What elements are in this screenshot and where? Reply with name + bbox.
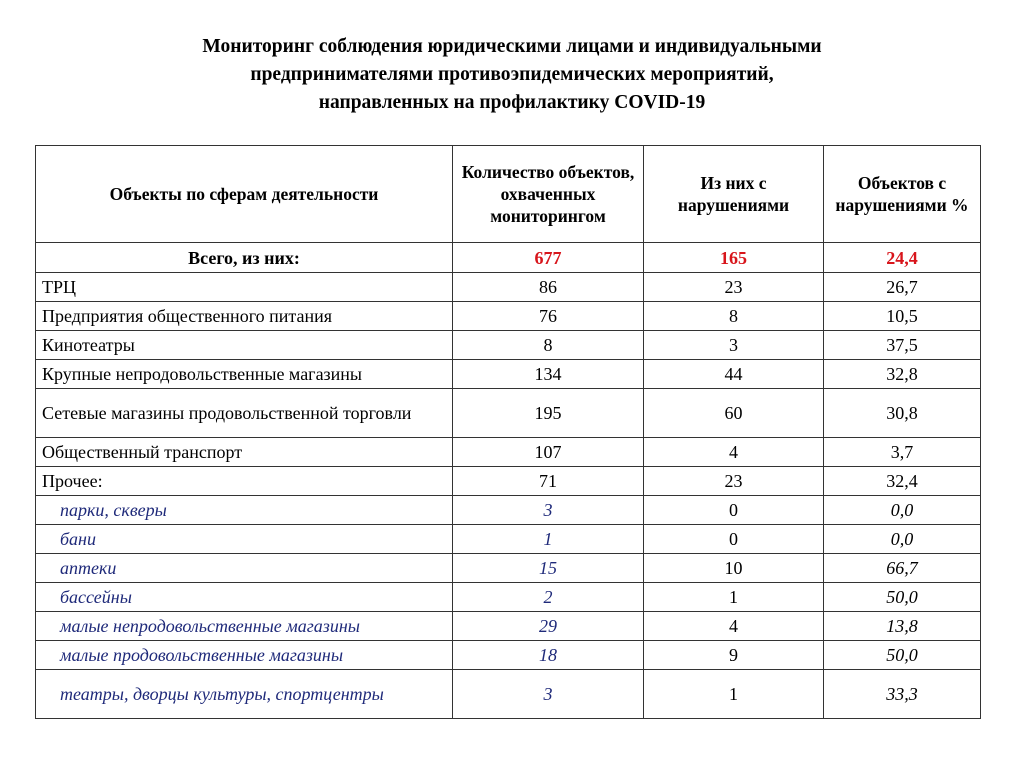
row-violations: 44	[644, 360, 824, 389]
row-violations: 60	[644, 389, 824, 438]
title-line-3: направленных на профилактику COVID-19	[318, 92, 706, 113]
table-row	[36, 467, 981, 496]
subrow-label: бассейны	[36, 583, 453, 612]
table-subrow	[36, 496, 981, 525]
subrow-violations: 0	[644, 525, 824, 554]
table-subrow	[36, 641, 981, 670]
row-label: Крупные непродовольственные магазины	[36, 360, 453, 389]
row-percent: 10,5	[824, 302, 981, 331]
row-percent: 32,4	[824, 467, 981, 496]
table-row	[36, 360, 981, 389]
row-percent: 32,8	[824, 360, 981, 389]
row-percent: 30,8	[824, 389, 981, 438]
row-label: Сетевые магазины продовольственной торговли	[36, 389, 453, 438]
header-sphere: Объекты по сферам деятельности	[36, 146, 453, 243]
total-label: Всего, из них:	[36, 243, 453, 273]
row-percent: 3,7	[824, 438, 981, 467]
subrow-percent: 50,0	[824, 641, 981, 670]
row-violations: 3	[644, 331, 824, 360]
subrow-count: 3	[453, 496, 644, 525]
table-row	[36, 302, 981, 331]
row-violations: 8	[644, 302, 824, 331]
subrow-violations: 0	[644, 496, 824, 525]
row-violations: 23	[644, 467, 824, 496]
subrow-count: 15	[453, 554, 644, 583]
subrow-percent: 66,7	[824, 554, 981, 583]
table-subrow	[36, 670, 981, 719]
total-violations: 165	[644, 243, 824, 273]
row-label: Прочее:	[36, 467, 453, 496]
subrow-label: бани	[36, 525, 453, 554]
header-objects-count: Количество объектов, охваченных мониторингом	[453, 146, 644, 243]
row-count: 71	[453, 467, 644, 496]
subrow-percent: 50,0	[824, 583, 981, 612]
subrow-count: 2	[453, 583, 644, 612]
monitoring-table	[35, 145, 981, 719]
subrow-count: 1	[453, 525, 644, 554]
row-label: Общественный транспорт	[36, 438, 453, 467]
subrow-label: малые продовольственные магазины	[36, 641, 453, 670]
row-label: ТРЦ	[36, 273, 453, 302]
row-label: Кинотеатры	[36, 331, 453, 360]
row-violations: 4	[644, 438, 824, 467]
row-count: 8	[453, 331, 644, 360]
subrow-percent: 33,3	[824, 670, 981, 719]
row-label: Предприятия общественного питания	[36, 302, 453, 331]
row-count: 86	[453, 273, 644, 302]
total-percent: 24,4	[824, 243, 981, 273]
row-violations: 23	[644, 273, 824, 302]
title-line-1: Мониторинг соблюдения юридическими лицами и индивидуальными	[202, 36, 822, 57]
header-violations: Из них с нарушениями	[644, 146, 824, 243]
row-count: 195	[453, 389, 644, 438]
subrow-violations: 10	[644, 554, 824, 583]
table-header-row	[36, 146, 981, 243]
subrow-violations: 1	[644, 583, 824, 612]
subrow-count: 29	[453, 612, 644, 641]
total-row	[36, 243, 981, 273]
row-percent: 37,5	[824, 331, 981, 360]
table-row	[36, 438, 981, 467]
subrow-label: театры, дворцы культуры, спортцентры	[36, 670, 453, 719]
subrow-label: малые непродовольственные магазины	[36, 612, 453, 641]
subrow-percent: 13,8	[824, 612, 981, 641]
subrow-label: парки, скверы	[36, 496, 453, 525]
table-row	[36, 331, 981, 360]
row-count: 76	[453, 302, 644, 331]
table-subrow	[36, 525, 981, 554]
row-count: 134	[453, 360, 644, 389]
subrow-label: аптеки	[36, 554, 453, 583]
subrow-violations: 9	[644, 641, 824, 670]
subrow-percent: 0,0	[824, 496, 981, 525]
table-subrow	[36, 554, 981, 583]
table-row	[36, 273, 981, 302]
subrow-count: 18	[453, 641, 644, 670]
row-percent: 26,7	[824, 273, 981, 302]
row-count: 107	[453, 438, 644, 467]
table-row	[36, 389, 981, 438]
header-violations-percent: Объектов с нарушениями %	[824, 146, 981, 243]
title-line-2: предпринимателями противоэпидемических мероприятий,	[250, 64, 774, 85]
subrow-violations: 4	[644, 612, 824, 641]
subrow-violations: 1	[644, 670, 824, 719]
total-count: 677	[453, 243, 644, 273]
page-title	[0, 33, 1024, 117]
table-subrow	[36, 612, 981, 641]
subrow-count: 3	[453, 670, 644, 719]
table-subrow	[36, 583, 981, 612]
subrow-percent: 0,0	[824, 525, 981, 554]
